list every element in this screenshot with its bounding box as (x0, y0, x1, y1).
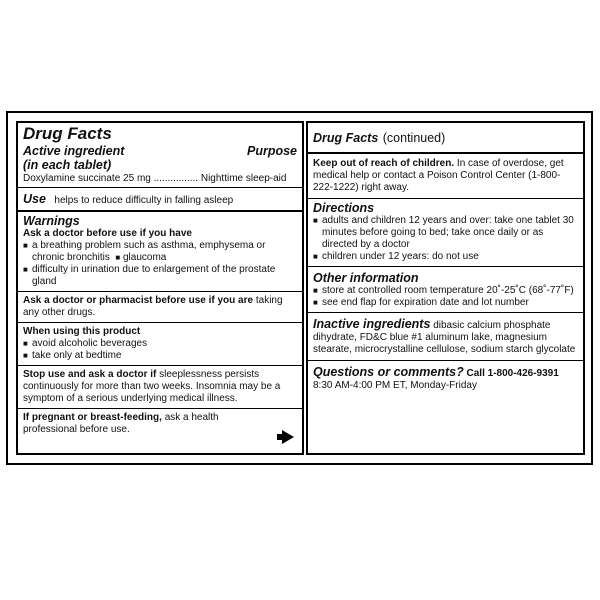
warnings-heading: Warnings (23, 214, 80, 228)
warning-bullet-urination: difficulty in urination due to enlargement of the prostate gland (32, 264, 276, 287)
keep-out-section (308, 154, 583, 199)
active-ingredient-subheading: (in each tablet) (23, 158, 112, 172)
bullet-icon: ■ (313, 298, 318, 307)
keep-out-heading: Keep out of reach of children. (313, 158, 455, 169)
purpose-heading: Purpose (246, 144, 297, 158)
list-item (313, 251, 578, 263)
questions-phone: Call 1-800-426-9391 (466, 368, 559, 379)
when-using-bullet-bedtime: take only at bedtime (32, 350, 122, 361)
continued-label: (continued) (382, 131, 446, 145)
pregnancy-text: ask a health professional before use. (23, 412, 219, 435)
list-item (23, 240, 297, 264)
ask-pharmacist-section (18, 292, 302, 323)
drug-facts-title: Drug Facts (23, 124, 112, 143)
drug-facts-left-panel (16, 121, 304, 455)
pregnancy-heading: If pregnant or breast-feeding, (23, 412, 162, 423)
active-ingredient-heading: Active ingredient (23, 144, 125, 158)
use-section (18, 188, 302, 212)
list-item (23, 338, 297, 350)
list-item (313, 215, 578, 251)
bullet-icon: ■ (23, 241, 28, 250)
bullet-icon: ■ (313, 252, 318, 261)
ask-doctor-heading: Ask a doctor before use if you have (23, 228, 192, 239)
directions-bullet-children: children under 12 years: do not use (322, 251, 479, 262)
bullet-icon: ■ (313, 286, 318, 295)
warnings-section (18, 212, 302, 292)
list-item (313, 285, 578, 297)
bullet-icon: ■ (23, 351, 28, 360)
other-bullet-storage: store at controlled room temperature 20˚-25˚C (68˚-77˚F) (322, 285, 574, 296)
other-bullet-expiration: see end flap for expiration date and lot number (322, 297, 529, 308)
stop-use-heading: Stop use and ask a doctor if (23, 369, 157, 380)
drug-facts-right-panel (306, 121, 585, 455)
directions-heading: Directions (313, 201, 375, 215)
use-heading: Use (23, 192, 46, 206)
arrow-right-icon (282, 430, 294, 444)
bullet-icon: ■ (313, 216, 318, 225)
list-item (313, 297, 578, 309)
list-item (23, 350, 297, 362)
directions-section (308, 199, 583, 267)
questions-hours: 8:30 AM-4:00 PM ET, Monday-Friday (313, 380, 477, 391)
questions-section (308, 361, 583, 395)
title-section (18, 123, 302, 188)
inactive-ingredients-section (308, 313, 583, 361)
drug-facts-label (6, 111, 593, 465)
when-using-bullet-alcohol: avoid alcoholic beverages (32, 338, 148, 349)
when-using-heading: When using this product (23, 326, 141, 337)
pregnancy-section (18, 409, 302, 439)
continued-title: Drug Facts (313, 131, 379, 145)
list-item (23, 264, 297, 288)
use-text: helps to reduce difficulty in falling asleep (54, 195, 234, 206)
ingredient-line: Doxylamine succinate 25 mg ................ Nighttime sleep-aid (23, 173, 287, 184)
warning-bullet-glaucoma: glaucoma (123, 252, 167, 263)
ask-pharmacist-text: taking any other drugs. (23, 295, 283, 318)
directions-bullet-adults: adults and children 12 years and over: take one tablet 30 minutes before going to bed; take once daily or as directed by a doctor (322, 215, 574, 250)
when-using-section (18, 323, 302, 366)
bullet-icon: ■ (23, 339, 28, 348)
other-information-section (308, 267, 583, 313)
inactive-ingredients-heading: Inactive ingredients (313, 317, 431, 331)
continued-title-section (308, 123, 583, 154)
other-information-heading: Other information (313, 271, 419, 285)
ask-pharmacist-heading: Ask a doctor or pharmacist before use if you are (23, 295, 254, 306)
stop-use-text: sleeplessness persists continuously for more than two weeks. Insomnia may be a symptom of a serious underlying medical illness. (23, 369, 281, 404)
bullet-icon: ■ (23, 265, 28, 274)
questions-heading: Questions or comments? (313, 365, 464, 379)
stop-use-section (18, 366, 302, 409)
inactive-ingredients-text: dibasic calcium phosphate dihydrate, FD&C blue #1 aluminum lake, magnesium stearate, microcrystalline cellulose, sodium starch glycolate (313, 320, 576, 355)
warning-bullet-breathing: a breathing problem such as asthma, emphysema or chronic bronchitis (32, 240, 266, 263)
bullet-icon: ■ (115, 253, 121, 262)
keep-out-text: In case of overdose, get medical help or contact a Poison Control Center (1-800-222-1222) right away. (313, 158, 564, 193)
